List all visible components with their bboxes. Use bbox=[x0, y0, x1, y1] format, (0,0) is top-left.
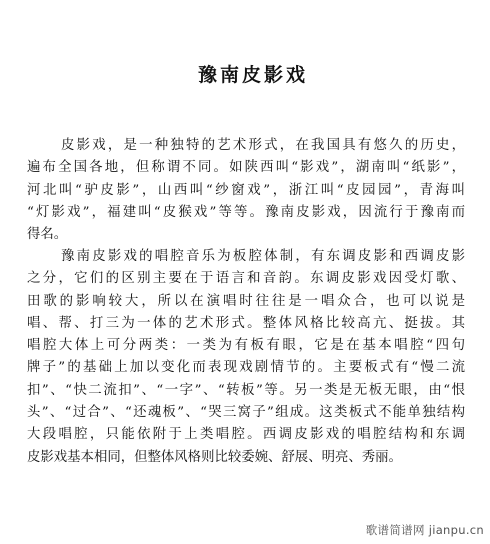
text-line: 遍布全国各地，但称谓不同。如陕西叫“影戏”，湖南叫“纸影”， bbox=[27, 160, 465, 176]
text-line: 豫南皮影戏的唱腔音乐为板腔体制，有东调皮影和西调皮影 bbox=[61, 249, 465, 264]
text-line: 头”、“过合”、“还魂板”、“哭三窝子”组成。这类板式不能单独结构 bbox=[27, 405, 465, 421]
paragraph-music bbox=[27, 246, 465, 469]
watermark-text: 歌谱简谱网 jianpu.cn bbox=[365, 523, 484, 537]
paragraph-intro bbox=[27, 135, 465, 246]
page-title: 豫南皮影戏 bbox=[197, 64, 308, 86]
text-line: 唱腔大体上可分两类：一类为有板有眼，它是在基本唱腔“四句 bbox=[27, 338, 465, 354]
text-line: 之分，它们的区别主要在于语言和音韵。东调皮影戏因受灯歌、 bbox=[27, 271, 465, 287]
text-line: 大段唱腔，只能依附于上类唱腔。西调皮影戏的唱腔结构和东调 bbox=[27, 427, 465, 443]
text-line: 河北叫“驴皮影”，山西叫“纱窗戏”，浙江叫“皮园园”，青海叫 bbox=[27, 182, 465, 198]
text-line: “灯影戏”，福建叫“皮猴戏”等等。豫南皮影戏，因流行于豫南而 bbox=[27, 204, 465, 220]
text-line: 扣”、“快二流扣”、“一字”、“转板”等。另一类是无板无眼，由“恨 bbox=[27, 382, 465, 398]
text-line: 唱、帮、打三为一体的艺术形式。整体风格比较高亢、挺拔。其 bbox=[27, 315, 465, 331]
text-line: 皮影戏基本相同，但整体风格则比较委婉、舒展、明亮、秀丽。 bbox=[27, 449, 402, 465]
text-line: 田歌的影响较大，所以在演唱时往往是一唱众合，也可以说是 bbox=[27, 293, 465, 309]
text-line: 皮影戏，是一种独特的艺术形式，在我国具有悠久的历史， bbox=[61, 138, 465, 153]
text-line: 得名。 bbox=[27, 227, 68, 243]
text-line: 牌子”的基础上加以变化而表现戏剧情节的。主要板式有“慢二流 bbox=[27, 360, 465, 376]
